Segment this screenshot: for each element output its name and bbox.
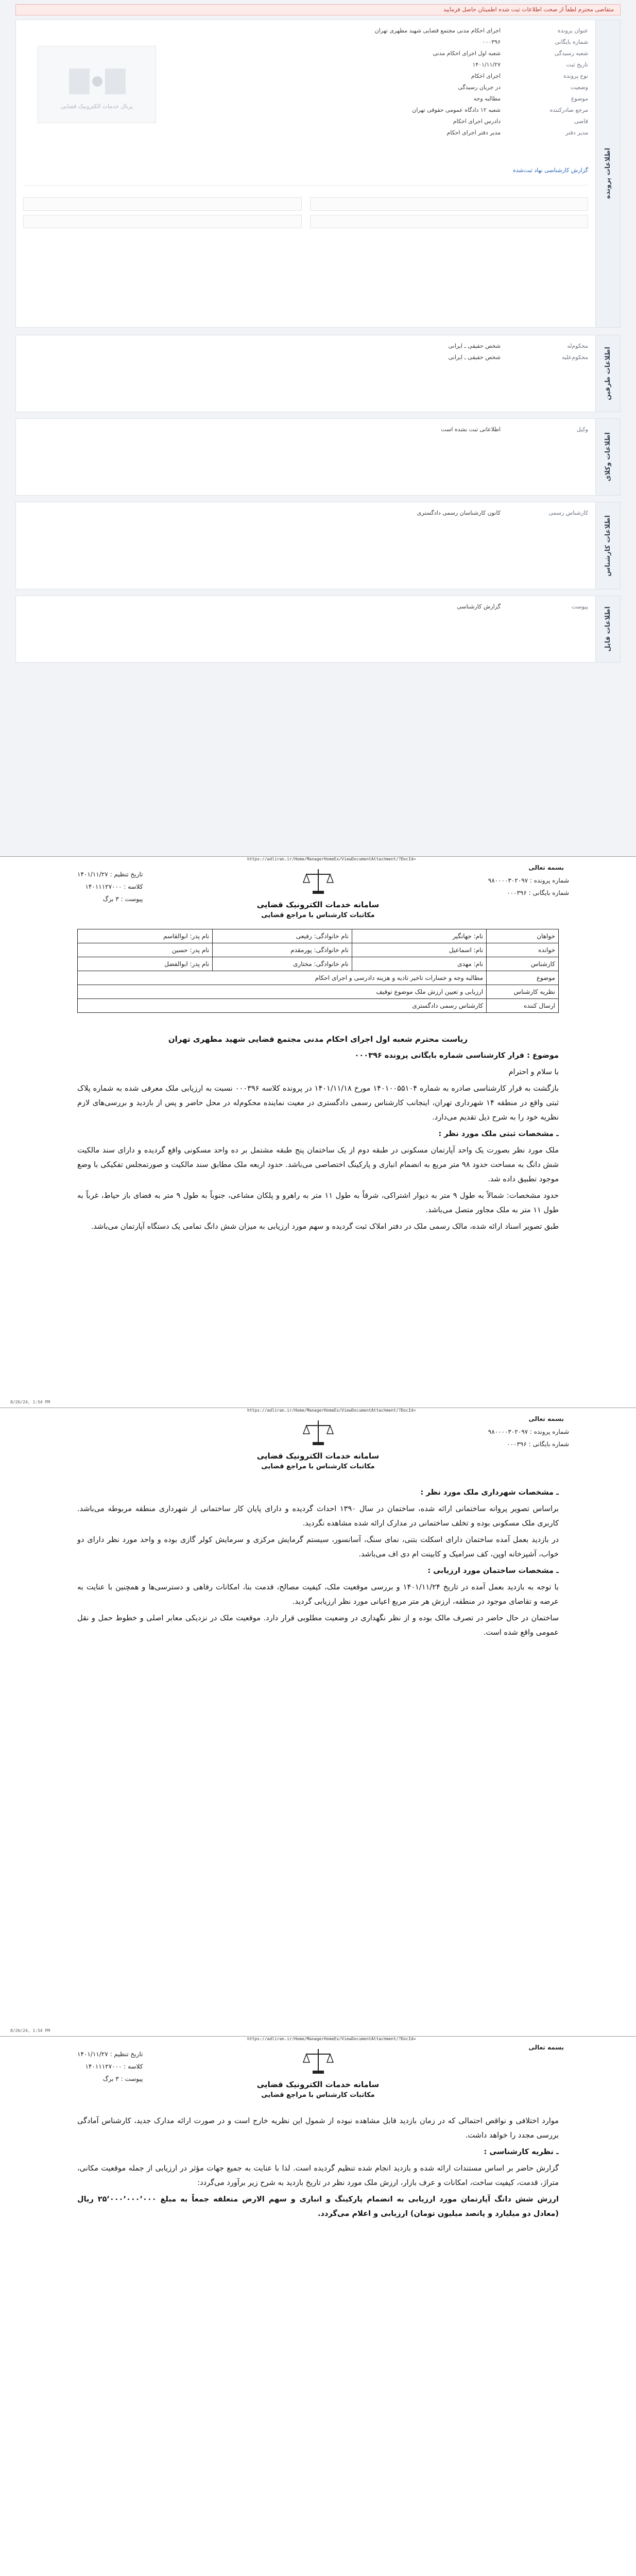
bismillah: بسمه تعالی (528, 2044, 564, 2051)
judiciary-emblem-icon (300, 866, 336, 897)
notice-banner: متقاضی محترم لطفاً از صحت اطلاعات ثبت شده اطمینان حاصل فرمایید (15, 4, 621, 15)
info-row (228, 127, 588, 139)
page-footer: 8/26/24, 1:54 PM (10, 1400, 50, 1404)
info-value: گزارش کارشناسی (457, 603, 501, 610)
org-subtitle: مکاتبات کارشناس با مراجع قضایی (261, 911, 375, 919)
org-title: سامانه خدمات الکترونیک قضایی (256, 1451, 380, 1461)
field-1 (310, 197, 589, 211)
lawyer-rows (23, 424, 588, 490)
info-row (23, 424, 588, 435)
doc-title: ریاست محترم شعبه اول اجرای احکام مدنی مجتمع قضایی شهید مطهری تهران (168, 1035, 468, 1044)
info-value: شخص حقیقی ـ ایرانی (448, 343, 501, 349)
info-value: در جریان رسیدگی (458, 84, 501, 91)
salutation: با سلام و احترام (508, 1068, 559, 1076)
attachment-link[interactable] (513, 164, 588, 174)
page-url: https://adliran.ir/Home/ManagerHomeEx/ViewDocumentAttachment/?DocId= (247, 2037, 416, 2041)
info-key: نوع پرونده (563, 73, 588, 79)
valuation-paragraph: ارزش شش دانگ آپارتمان مورد ارزیابی به انضمام پارکینگ و انباری و سهم الارض متعلقه جمعاً به مبلغ ۲۵٬۰۰۰٬۰۰۰٬۰۰۰ ریال (معادل دو میلیارد و پانصد میلیون تومان) ارزیابی و اعلام می‌گردد. (77, 2195, 559, 2218)
tab-files[interactable]: اطلاعات فایل (595, 596, 620, 662)
file-rows (23, 601, 588, 657)
info-value: ۱۴۰۱/۱۱/۲۷ (472, 61, 501, 68)
document-icon (59, 66, 136, 97)
page-url: https://adliran.ir/Home/ManagerHomeEx/ViewDocumentAttachment/?DocId= (247, 1408, 416, 1413)
info-row (228, 25, 588, 37)
paragraph: گزارش حاضر بر اساس مستندات ارائه شده و بازدید انجام شده تنظیم گردیده است. لذا با عنایت به جمیع جهات مؤثر در ارزیابی از جمله موقعیت مکانی، متراژ، قدمت، کیفیت ساخت، امکانات و عرف بازار، ارزش ملک مورد نظر در تاریخ بازدید به شرح زیر برآورد می‌گردد: (77, 2164, 559, 2187)
doc-meta-right: شماره پرونده : ۹۸۰۰۰۰۳۰۲۰۹۷ شماره بایگانی : ۰۰۰۳۹۶ (488, 1428, 569, 1448)
attachment-link-text[interactable]: گزارش کارشناسی نهاد ثبت‌شده (512, 167, 588, 174)
doc-page-2 (0, 1408, 636, 2036)
tab-parties[interactable]: اطلاعات طرفین (595, 335, 620, 412)
judiciary-emblem-icon (300, 1417, 336, 1448)
lawyers-panel (15, 418, 621, 496)
info-row (228, 116, 588, 127)
info-key: وضعیت (570, 84, 588, 91)
tab-lawyers[interactable]: اطلاعات وکلای (595, 419, 620, 495)
doc-meta-left: تاریخ تنظیم : ۱۴۰۱/۱۱/۲۷ کلاسه : ۱۴۰۱۱۱۲۷۰۰۰ پیوست : ۳ برگ (77, 2050, 143, 2082)
info-value: مدیر دفتر اجرای احکام (446, 129, 501, 136)
info-row (228, 71, 588, 82)
info-key: محکوم‌له (567, 343, 588, 349)
info-value: اجرای احکام مدنی مجتمع قضایی شهید مطهری تهران (374, 27, 501, 34)
section-heading: ـ مشخصات ثبتی ملک مورد نظر : (438, 1130, 559, 1138)
field-3 (310, 215, 589, 228)
info-key: پیوست (571, 603, 588, 610)
logo-placeholder (38, 46, 156, 123)
info-row (23, 601, 588, 613)
parties-panel (15, 335, 621, 412)
page-url: https://adliran.ir/Home/ManagerHomeEx/ViewDocumentAttachment/?DocId= (247, 857, 416, 861)
doc-body-2 (77, 1485, 559, 1642)
parties-table: خواهان نام: جهانگیر نام خانوادگی: رفیعی نام پدر: ابوالقاسم خوانده نام: اسماعیل نام خانوادگی: پورمقدم نام پدر: حسین کارشناس نام: مهدی نام خانوادگی: مختاری نام پدر: ابوالفضل موضوع مطالبه وجه و خسارات تاخیر تادیه و هزینه دادرسی و اجرای احکام نظریه کارشناس ارزیابی و تعیین ارزش ملک موضوع توقیف ارسال کننده کارشناس رسمی دادگستری (77, 929, 559, 1013)
paragraph: حدود مشخصات: شمالاً به طول ۹ متر به دیوار اشتراکی، شرقاً به طول ۱۱ متر به راهرو و پلکان مشاعی، جنوباً به طول ۹ متر به فضای باز حیاط، غرباً به طول ۱۱ متر به ملک مجاور متصل می‌باشد. (77, 1192, 559, 1214)
paragraph: ملک مورد نظر بصورت یک واحد آپارتمان مسکونی در طبقه دوم از یک ساختمان پنج طبقه مشتمل بر ده واحد مسکونی واقع گردیده و دارای سند مالکیت شش دانگ به مساحت حدود ۹۸ متر مربع به انضمام انباری و پارکینگ اختصاصی می‌باشد. حدود اربعه ملک مطابق سند مالکیت و صورتمجلس تفکیکی با وضع موجود تطبیق داده شد. (77, 1146, 559, 1183)
info-row (228, 37, 588, 48)
paragraph: براساس تصویر پروانه ساختمانی ارائه شده، ساختمان در سال ۱۳۹۰ احداث گردیده و دارای پایان کار ساختمانی از شهرداری منطقه مربوطه می‌باشد. کاربری ملک مسکونی بوده و تخلف ساختمانی در مدارک ارائه شده مشاهده نگردید. (77, 1505, 559, 1528)
info-value: دادرس اجرای احکام (453, 118, 501, 125)
field-2 (23, 197, 302, 211)
page-footer: 8/26/24, 1:54 PM (10, 2028, 50, 2033)
tab-case-info[interactable]: اطلاعات پرونده (595, 20, 620, 327)
logo-caption: پرتال خدمات الکترونیک قضایی (61, 103, 133, 110)
info-key: عنوان پرونده (557, 27, 588, 34)
info-row (23, 507, 588, 519)
expert-rows (23, 507, 588, 584)
files-panel (15, 596, 621, 663)
doc-body-3 (77, 2114, 559, 2223)
info-row (228, 105, 588, 116)
org-subtitle: مکاتبات کارشناس با مراجع قضایی (261, 1463, 375, 1470)
portal-section (0, 0, 636, 856)
info-key: مرجع صادرکننده (549, 107, 588, 113)
info-value: اطلاعاتی ثبت نشده است (441, 426, 501, 433)
info-row (23, 341, 588, 352)
doc-meta-right: شماره پرونده : ۹۸۰۰۰۰۳۰۲۰۹۷ شماره بایگانی : ۰۰۰۳۹۶ (488, 877, 569, 896)
case-rows (228, 25, 588, 139)
bismillah: بسمه تعالی (528, 864, 564, 871)
paragraph: در بازدید بعمل آمده ساختمان دارای اسکلت بتنی، نمای سنگ، آسانسور، سیستم گرمایش مرکزی و سرمایش کولر گازی بوده و واحد مورد نظر دارای دو خواب، آشپزخانه اوپن، کف سرامیک و کابینت ام دی اف می‌باشد. (77, 1536, 559, 1558)
info-row (23, 352, 588, 363)
field-4 (23, 215, 302, 228)
info-value: مطالبه وجه (473, 95, 501, 102)
section-heading: ـ نظریه کارشناسی : (484, 2148, 559, 2156)
info-key: قاضی (574, 118, 588, 125)
doc-body-1 (77, 1032, 559, 1236)
doc-meta-left: تاریخ تنظیم : ۱۴۰۱/۱۱/۲۷ کلاسه : ۱۴۰۱۱۱۲۷۰۰۰ پیوست : ۳ برگ (77, 871, 143, 903)
expert-panel (15, 502, 621, 589)
case-info-body (23, 25, 588, 322)
party-rows (23, 341, 588, 406)
extra-fields (23, 195, 588, 230)
info-row (228, 93, 588, 105)
org-title: سامانه خدمات الکترونیک قضایی (256, 900, 380, 909)
doc-page-1 (0, 856, 636, 1408)
info-row (228, 59, 588, 71)
paragraph: طبق تصویر اسناد ارائه شده، مالک رسمی ملک در دفتر املاک ثبت گردیده و سهم مورد ارزیابی به میزان شش دانگ تمامی یک دستگاه آپارتمان می‌باشد. (91, 1223, 559, 1231)
section-heading: ـ مشخصات ساختمان مورد ارزیابی : (427, 1567, 559, 1575)
info-row (228, 82, 588, 93)
info-key: موضوع (571, 95, 588, 102)
info-value: شخص حقیقی ـ ایرانی (448, 354, 501, 361)
paragraph: بازگشت به قرار کارشناسی صادره به شماره ۱۴۰۱۰۰۵۵۱۰۴ مورخ ۱۴۰۱/۱۱/۱۸ در پرونده کلاسه ۰۰۰۳۹۶ نسبت به ارزیابی ملک معرفی شده به شماره پلاک ثبتی واقع در منطقه ۱۴ شهرداری تهران، اینجانب کارشناس رسمی دادگستری در معیت نماینده محکوم‌له در محل حاضر و پس از بازدید و بررسی‌های لازم نظریه خود را به شرح ذیل تقدیم می‌دارد. (77, 1084, 559, 1122)
tab-expert[interactable]: اطلاعات کارشناس (595, 502, 620, 589)
info-value: اجرای احکام (471, 73, 501, 79)
case-info-panel (15, 20, 621, 328)
info-key: مدیر دفتر (565, 129, 588, 136)
info-key: شماره بایگانی (555, 39, 588, 45)
judiciary-emblem-icon (300, 2046, 336, 2077)
section-heading: ـ مشخصات شهرداری ملک مورد نظر : (420, 1488, 559, 1497)
info-key: کارشناس رسمی (548, 510, 588, 516)
org-subtitle: مکاتبات کارشناس با مراجع قضایی (261, 2091, 375, 2099)
info-value: کانون کارشناسان رسمی دادگستری (417, 510, 501, 516)
paragraph: ساختمان در حال حاضر در تصرف مالک بوده و از نظر نگهداری در وضعیت مطلوبی قرار دارد. موقعیت ملک در نزدیکی معابر اصلی و خطوط حمل و نقل عمومی واقع شده است. (77, 1614, 559, 1637)
info-row (228, 48, 588, 59)
info-key: محکوم‌علیه (562, 354, 588, 361)
doc-subject: موضوع : قرار کارشناسی شماره بایگانی پرونده ۰۰۰۳۹۶ (354, 1052, 559, 1060)
info-key: تاریخ ثبت (566, 61, 588, 68)
paragraph: با توجه به بازدید بعمل آمده در تاریخ ۱۴۰۱/۱۱/۲۴ و بررسی موقعیت ملک، کیفیت مصالح، قدمت بنا، امکانات رفاهی و دسترسی‌ها و همچنین با عنایت به عرضه و تقاضای موجود در منطقه، ارزش هر متر مربع اعیانی مورد نظر ارزیابی گردید. (77, 1583, 559, 1606)
info-key: شعبه رسیدگی (554, 50, 588, 57)
info-value: شعبه ۱۲ دادگاه عمومی حقوقی تهران (412, 107, 501, 113)
bismillah: بسمه تعالی (528, 1415, 564, 1422)
paragraph: موارد اختلافی و نواقص احتمالی که در زمان بازدید قابل مشاهده نبوده از شمول این نظریه خارج است و در صورت ارائه مدارک جدید، کارشناس آمادگی بررسی مجدد را خواهد داشت. (77, 2117, 559, 2140)
info-key: وکیل (576, 426, 588, 433)
org-title: سامانه خدمات الکترونیک قضایی (256, 2080, 380, 2089)
doc-page-3 (0, 2036, 636, 2576)
info-value: شعبه اول اجرای احکام مدنی (433, 50, 501, 57)
info-value: ۰۰۰۳۹۶ (482, 39, 501, 45)
